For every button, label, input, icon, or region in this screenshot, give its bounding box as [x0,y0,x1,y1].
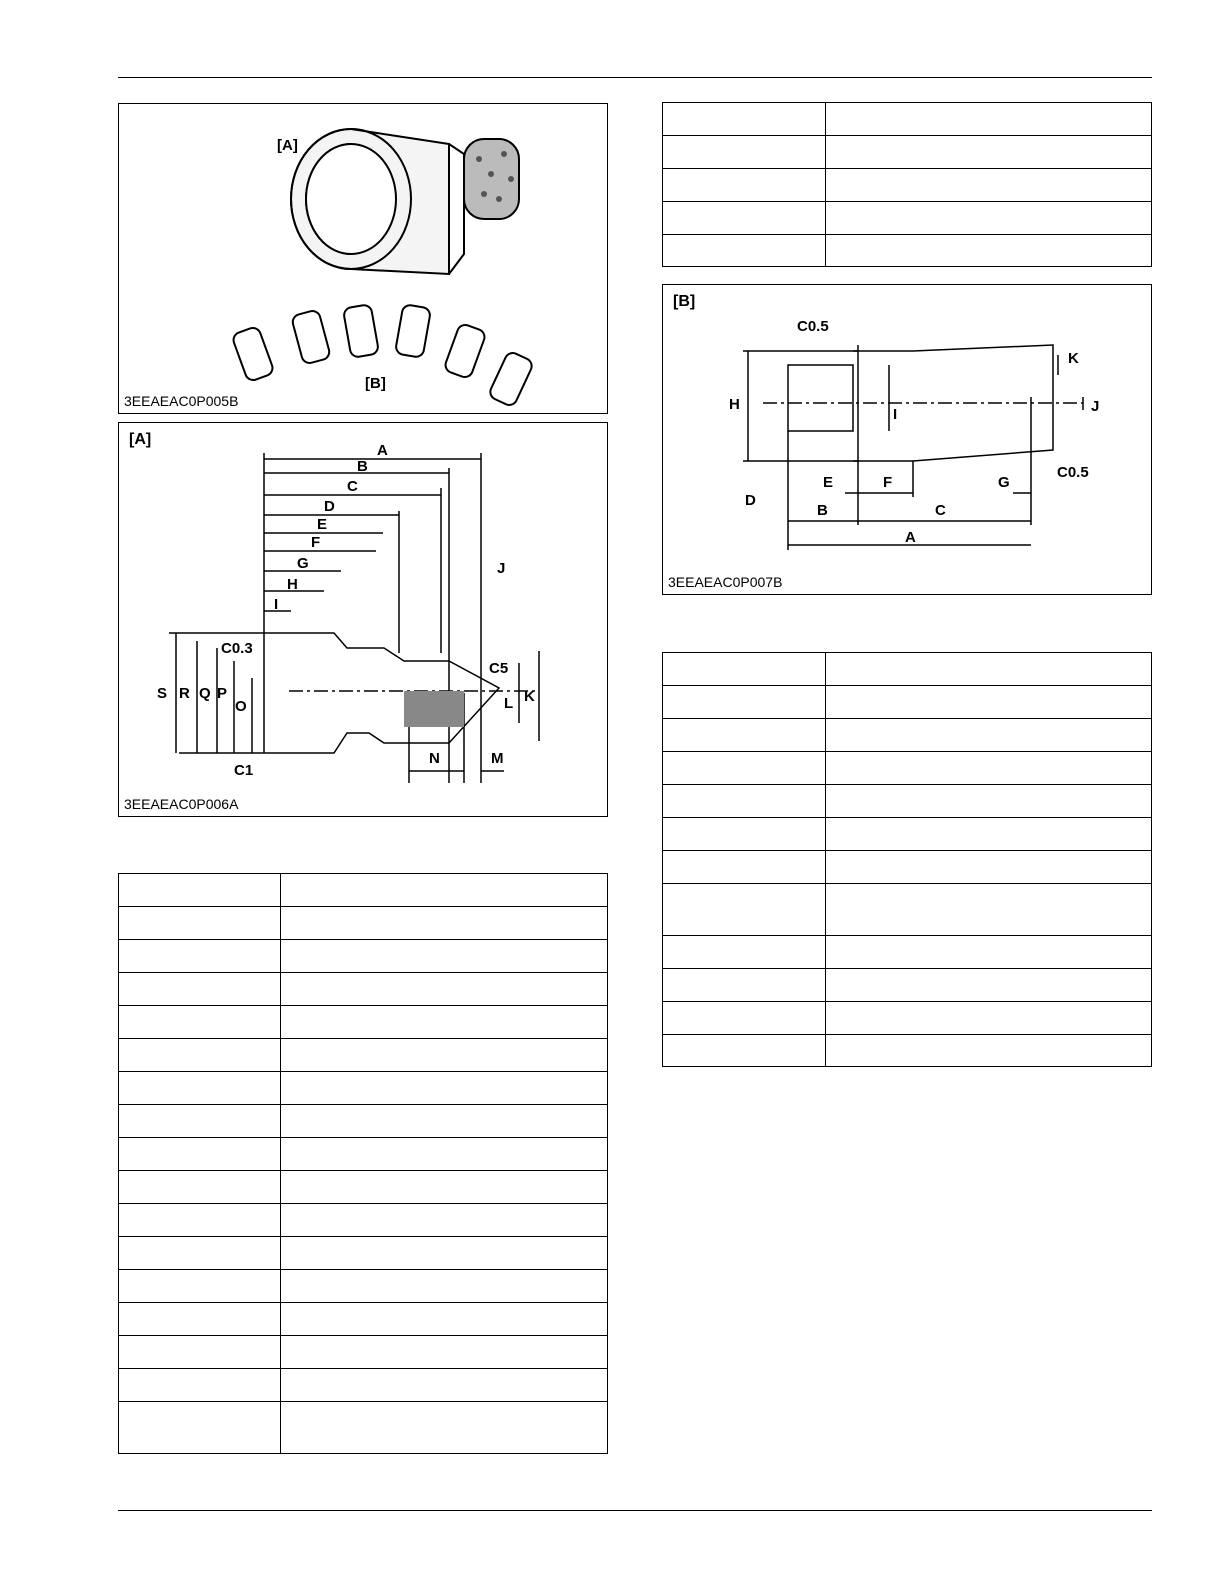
table-cell [825,752,1151,785]
footer-rule [118,1510,1152,1511]
table-row [663,686,1152,719]
drawing-a-label: [A] [129,431,152,448]
table-cell [825,103,1151,136]
dim-a-O: O [235,698,247,715]
table-cell [280,1204,607,1237]
table-cell [663,719,826,752]
table-row [663,936,1152,969]
table-row [663,202,1152,235]
table-cell [280,1006,607,1039]
table-cell [280,1270,607,1303]
table-cell [825,936,1151,969]
table-row [119,940,608,973]
table-row [119,1402,608,1454]
table-cell [119,1072,281,1105]
dim-a-G: G [297,555,309,572]
chamfer-a-c1: C1 [234,762,254,779]
table-cell [825,1002,1151,1035]
table-cell [663,202,826,235]
table-row [119,1204,608,1237]
drawing-b-illustration [663,285,1153,596]
table-cell [825,136,1151,169]
table-cell [280,1369,607,1402]
table-cell [663,936,826,969]
table-row [663,969,1152,1002]
drawing-b-label: [B] [673,293,696,310]
table-cell [280,874,607,907]
chamfer-b-c05-top: C0.5 [797,318,829,335]
table-cell [663,851,826,884]
table-row [119,1105,608,1138]
table-cell [663,884,826,936]
dim-b-G: G [998,474,1010,491]
dim-a-R: R [179,685,190,702]
table-row [663,136,1152,169]
table-row [663,851,1152,884]
table-cell [119,1369,281,1402]
table-cell [825,851,1151,884]
table-cell [119,874,281,907]
table-cell [119,973,281,1006]
table-row [119,973,608,1006]
table-row [663,1002,1152,1035]
table-cell [119,1303,281,1336]
table-cell [663,969,826,1002]
chamfer-a-c5: C5 [489,660,509,677]
drawing-b-caption: 3EEAEAC0P007B [668,574,783,590]
dim-a-N: N [429,750,440,767]
dim-b-A: A [905,529,916,546]
table-cell [825,235,1151,267]
dim-b-E: E [823,474,834,491]
table-row [663,785,1152,818]
table-cell [280,907,607,940]
table-cell [280,1138,607,1171]
photo-label-b: [B] [365,375,386,392]
dim-a-M: M [491,750,504,767]
table-row [663,752,1152,785]
table-cell [119,1270,281,1303]
table-row [119,1303,608,1336]
table-row [119,907,608,940]
chamfer-b-c05-bottom: C0.5 [1057,464,1089,481]
drawing-a-caption: 3EEAEAC0P006A [124,796,239,812]
drawing-a-figure [118,422,608,817]
table-row [663,1035,1152,1067]
dim-a-L: L [504,695,514,712]
table-row [119,1369,608,1402]
table-cell [663,686,826,719]
table-row [663,719,1152,752]
table-cell [280,1039,607,1072]
dim-a-S: S [157,685,168,702]
dim-a-B: B [357,458,368,475]
table-cell [663,1035,826,1067]
table-cell [280,1303,607,1336]
table-cell [663,1002,826,1035]
table-cell [663,136,826,169]
table-row [119,1006,608,1039]
table-cell [663,752,826,785]
table-cell [119,1336,281,1369]
table-row [119,874,608,907]
header-rule [118,77,1152,78]
drawing-a-illustration [119,423,609,818]
photo-caption: 3EEAEAC0P005B [124,393,239,409]
table-cell [663,235,826,267]
table-cell [663,653,826,686]
table-row [119,1138,608,1171]
dim-b-D: D [745,492,756,509]
table-cell [825,686,1151,719]
table-row [663,884,1152,936]
dim-a-E: E [317,516,328,533]
table-cell [825,969,1151,1002]
table-cell [119,1039,281,1072]
left-spec-table [118,873,608,1454]
table-row [663,103,1152,136]
table-cell [119,907,281,940]
dim-b-C: C [935,502,946,519]
right-top-spec-table [662,102,1152,267]
dim-a-P: P [217,685,228,702]
table-cell [280,1336,607,1369]
photo-figure [118,103,608,414]
dim-b-B: B [817,502,828,519]
table-row [119,1171,608,1204]
table-cell [280,1237,607,1270]
dim-b-K: K [1068,350,1079,367]
dim-b-H: H [729,396,740,413]
right-bottom-spec-table [662,652,1152,1067]
table-cell [663,785,826,818]
table-row [119,1270,608,1303]
table-cell [280,940,607,973]
table-cell [825,169,1151,202]
dim-a-C: C [347,478,358,495]
table-cell [119,1237,281,1270]
table-cell [119,1105,281,1138]
table-row [119,1336,608,1369]
table-row [663,169,1152,202]
table-cell [280,973,607,1006]
table-cell [663,103,826,136]
table-cell [825,884,1151,936]
table-cell [825,202,1151,235]
table-row [119,1039,608,1072]
table-cell [280,1171,607,1204]
table-cell [119,1138,281,1171]
dim-a-K: K [524,688,535,705]
chamfer-a-c03: C0.3 [221,640,253,657]
table-cell [280,1105,607,1138]
dim-a-J: J [497,560,506,577]
table-cell [119,1204,281,1237]
drawing-b-figure [662,284,1152,595]
table-cell [280,1072,607,1105]
table-row [119,1072,608,1105]
photo-label-a: [A] [277,137,298,154]
table-row [119,1237,608,1270]
table-cell [825,818,1151,851]
dim-b-F: F [883,474,893,491]
dim-a-H: H [287,576,298,593]
table-cell [825,719,1151,752]
dim-b-J: J [1091,398,1100,415]
table-cell [663,818,826,851]
table-cell [119,1171,281,1204]
table-cell [825,653,1151,686]
table-cell [119,940,281,973]
table-cell [280,1402,607,1454]
dim-a-A: A [377,442,388,459]
dim-a-I: I [274,596,279,613]
table-row [663,653,1152,686]
table-cell [825,785,1151,818]
table-cell [119,1006,281,1039]
photo-illustration [119,104,609,415]
table-cell [119,1402,281,1454]
dim-a-Q: Q [199,685,211,702]
dim-b-I: I [893,406,898,423]
table-cell [825,1035,1151,1067]
table-row [663,818,1152,851]
dim-a-D: D [324,498,335,515]
dim-a-F: F [311,534,321,551]
table-cell [663,169,826,202]
table-row [663,235,1152,267]
